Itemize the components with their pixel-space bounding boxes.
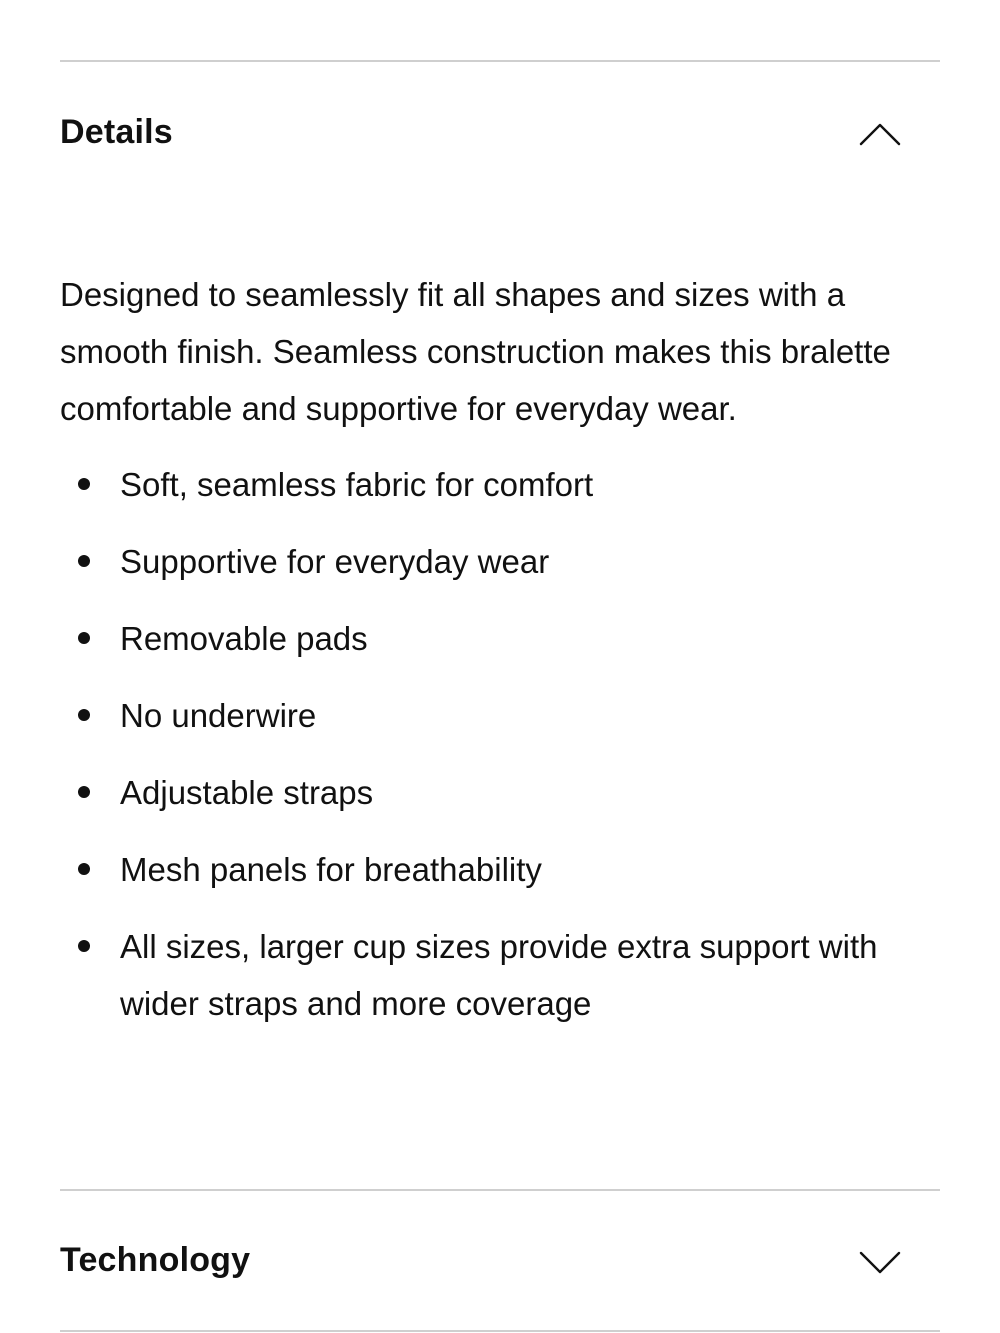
chevron-up-icon[interactable] [858, 114, 902, 154]
technology-title: Technology [60, 1241, 251, 1279]
details-accordion-header[interactable] [60, 88, 940, 178]
feature-text: Removable pads [120, 620, 368, 657]
feature-text: Adjustable straps [120, 774, 374, 811]
details-title: Details [60, 113, 173, 151]
feature-list-item [60, 918, 940, 1032]
feature-text: Supportive for everyday wear [120, 543, 550, 580]
bullet-icon [78, 786, 90, 798]
feature-text: All sizes, larger cup sizes provide extra support with wider straps and more coverage [120, 928, 878, 1022]
chevron-down-icon[interactable] [858, 1242, 902, 1282]
bullet-icon [78, 940, 90, 952]
feature-text: Soft, seamless fabric for comfort [120, 466, 594, 503]
feature-list-item [60, 841, 940, 898]
feature-list-item [60, 456, 940, 513]
feature-list-item [60, 610, 940, 667]
product-info-accordion [60, 0, 940, 1333]
feature-text: No underwire [120, 697, 317, 734]
feature-list-item [60, 764, 940, 821]
bullet-icon [78, 478, 90, 490]
divider [60, 60, 940, 62]
bullet-icon [78, 555, 90, 567]
divider [60, 1330, 940, 1332]
details-feature-list [60, 456, 940, 1052]
bullet-icon [78, 632, 90, 644]
technology-accordion-header[interactable] [60, 1216, 940, 1306]
bullet-icon [78, 863, 90, 875]
divider [60, 1189, 940, 1191]
bullet-icon [78, 709, 90, 721]
details-description: Designed to seamlessly fit all shapes and sizes with a smooth finish. Seamless construction makes this bralette comfortable and supportive for everyday wear. [60, 276, 891, 427]
feature-text: Mesh panels for breathability [120, 851, 542, 888]
feature-list-item [60, 687, 940, 744]
feature-list-item [60, 533, 940, 590]
